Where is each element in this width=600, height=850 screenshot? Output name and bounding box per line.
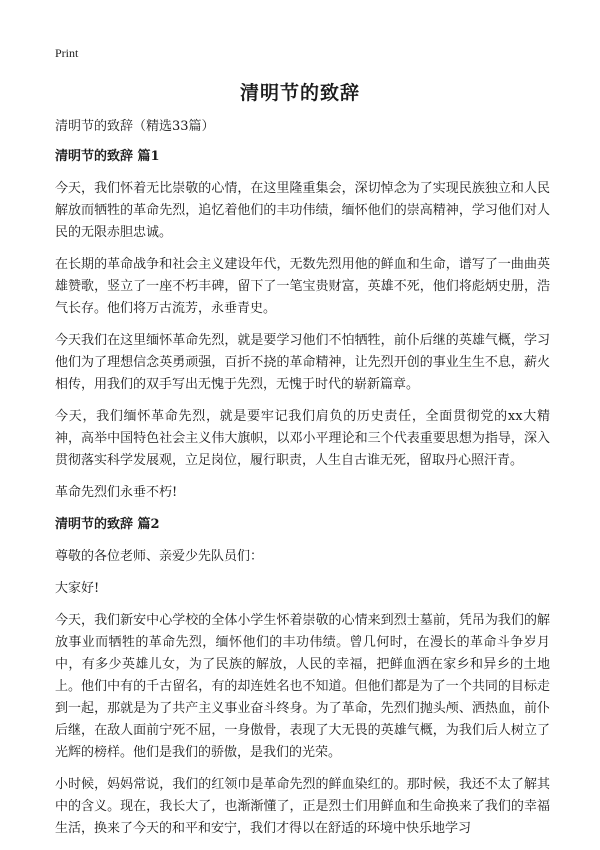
page-title: 清明节的致辞 (239, 82, 360, 104)
paragraph: 今天，我们缅怀革命先烈，就是要牢记我们肩负的历史责任，全面贯彻党的xx大精神，高举中国特色社会主义伟大旗帜，以邓小平理论和三个代表重要思想为指导，深入贯彻落实科学发展观，立足岗位，履行职责，人生自古谁无死，留取丹心照汗青。 (55, 409, 550, 468)
paragraph: 在长期的革命战争和社会主义建设年代，无数先烈用他的鲜血和生命，谱写了一曲曲英雄赞歌，竖立了一座不朽丰碑，留下了一笔宝贵财富，英雄不死，他们将彪炳史册，浩气长存。他们将万古流芳，永垂青史。 (55, 257, 550, 316)
print-link[interactable]: Print (55, 46, 79, 60)
paragraph: 大家好! (55, 581, 100, 596)
section-heading-2: 清明节的致辞 篇2 (55, 517, 160, 532)
paragraph: 今天，我们新安中心学校的全体小学生怀着崇敬的心情来到烈士墓前，凭吊为我们的解放事业而牺牲的革命先烈，缅怀他们的丰功伟绩。曾几何时，在漫长的革命斗争岁月中，有多少英雄儿女，为了民族的解放，人民的幸福，把鲜血洒在家乡和异乡的土地上。他们中有的千古留名，有的却连姓名也不知道。但他们都是为了一个共同的目标走到一起，那就是为了共产主义事业奋斗终身。为了革命，先烈们抛头颅、洒热血，前仆后继，在敌人面前宁死不屈，一身傲骨，表现了大无畏的英雄气概，为我们后人树立了光辉的榜样。他们是我们的骄傲，是我们的光荣。 (55, 613, 550, 760)
document-subtitle: 清明节的致辞（精选33篇） (55, 119, 215, 134)
paragraph: 今天，我们怀着无比崇敬的心情，在这里隆重集会，深切悼念为了实现民族独立和人民解放而牺牲的革命先烈，追忆着他们的丰功伟绩，缅怀他们的崇高精神，学习他们对人民的无限赤胆忠诚。 (55, 181, 550, 240)
document-body (55, 116, 550, 850)
paragraph: 尊敬的各位老师、亲爱少先队员们： (55, 549, 264, 564)
paragraph: 小时候，妈妈常说，我们的红领巾是革命先烈的鲜血染红的。那时候，我还不太了解其中的含义。现在，我长大了，也渐渐懂了，正是烈士们用鲜血和生命换来了我们的幸福生活，换来了今天的和平和安宁，我们才得以在舒适的环境中快乐地学习 (55, 777, 550, 836)
paragraph: 革命先烈们永垂不朽! (55, 485, 178, 500)
section-heading-1: 清明节的致辞 篇1 (55, 149, 160, 164)
paragraph: 今天我们在这里缅怀革命先烈，就是要学习他们不怕牺牲，前仆后继的英雄气概，学习他们为了理想信念英勇顽强，百折不挠的革命精神，让先烈开创的事业生生不息，薪火相传，用我们的双手写出无愧于先烈，无愧于时代的崭新篇章。 (55, 333, 550, 392)
